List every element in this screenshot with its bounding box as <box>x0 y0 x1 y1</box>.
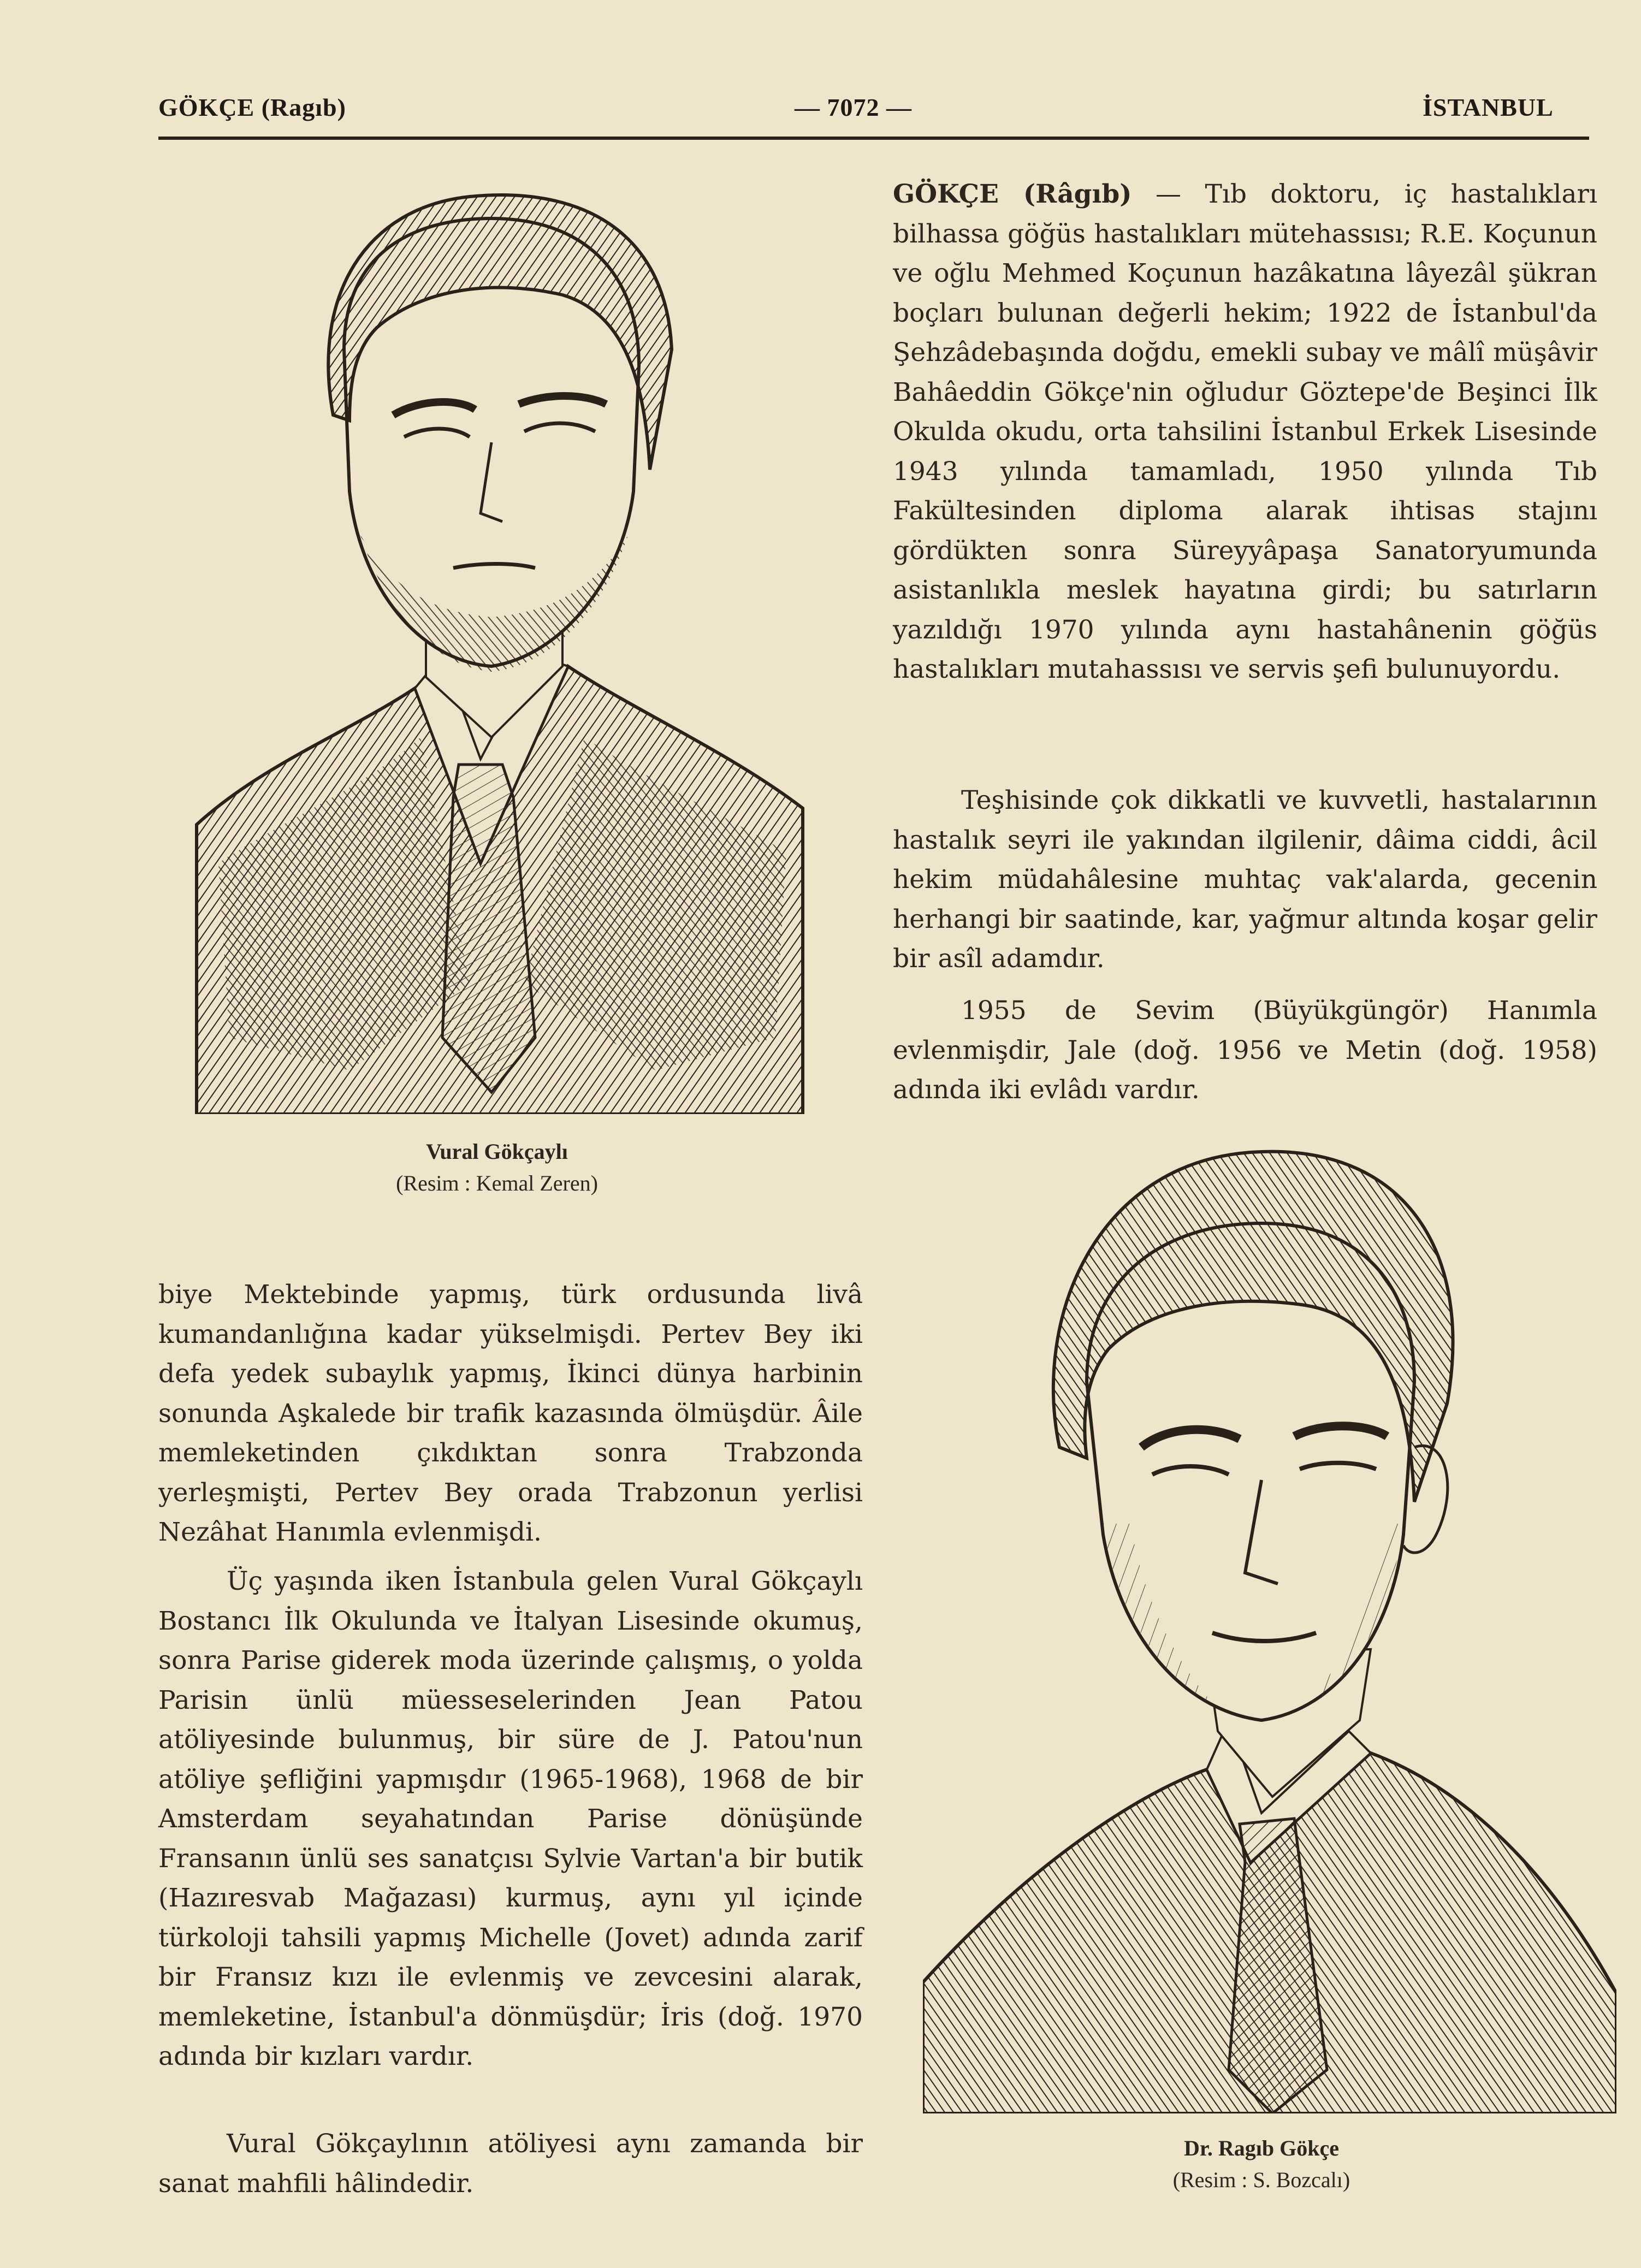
portrait-2-name: Dr. Ragıb Gökçe <box>1183 2136 1340 2160</box>
left-paragraph-1: biye Mektebinde yapmış, türk ordusunda livâ kumandanlığına kadar yükselmişdi. Pertev Bey iki defa yedek subaylık yapmış, İkinci dünya harbinin sonunda Aşkalede bir trafik kazasında ölmüşdür. Âile memleketinden çıkdıktan sonra Trabzonda yerleşmişti, Pertev Bey orada Trabzonun yerlisi Nezâhat Hanımla evlenmişdi. <box>158 1280 863 1547</box>
left-paragraph-2: Üç yaşında iken İstanbula gelen Vural Gökçaylı Bostancı İlk Okulunda ve İtalyan Lisesinde okumuş, sonra Parise giderek moda üzerinde çalışmış, o yolda Parisin ünlü müesseselerinden Jean Patou atöliyesinde bulunmuş, bir süre de J. Patou'nun atöliye şefliğini yapmışdır (1965-1968), 1968 de bir Amsterdam seyahatından Parise dönüşünde Fransanın ünlü ses sanatçısı Sylvie Vartan'a bir butik (Hazıresvab Mağazası) kurmuş, aynı yıl içinde türkoloji tahsili yapmış Michelle (Jovet) adında zarif bir Fransız kızı ile evlenmiş ve zevcesini alarak, memleketine, İstanbul'a dönmüşdür; İris (doğ. 1970 adında bir kızları vardır. <box>158 1566 863 2071</box>
header-right-city: İSTANBUL <box>1423 93 1554 121</box>
entry-body: — Tıb doktoru, iç hastalıkları bilhassa göğüs hastalıkları mütehassısı; R.E. Koçunun ve oğlu Mehmed Koçunun hazâkatına lâyezâl şükran boçları bulunan değerli hekim; 1922 de İstanbul'da Şehzâdebaşında doğdu, emekli subay ve mâlî müşâvir Bahâeddin Gökçe'nin oğludur Göztepe'de Beşinci İlk Okulda okudu, orta tahsilini İstanbul Erkek Lisesinde 1943 yılında tamamladı, 1950 yılında Tıb Fakültesinden diploma alarak ihtisas stajını gördükten sonra Süreyyâpaşa Sanatoryumunda asistanlıkla meslek hayatına girdi; bu satırların yazıldığı 1970 yılında aynı hastahânenin göğüs hastalıkları mutahassısı ve servis şefi bulunuyordu. <box>893 179 1597 684</box>
portrait-1-credit: (Resim : Kemal Zeren) <box>396 1171 598 1195</box>
portrait-1-name: Vural Gökçaylı <box>426 1139 568 1164</box>
portrait-vural-gokcayli <box>186 186 814 1114</box>
portrait-1-caption <box>306 1136 688 1199</box>
right-paragraph-2: Teşhisinde çok dikkatli ve kuvvetli, hastalarının hastalık seyri ile yakından ilgilenir, dâima ciddi, âcil hekim müdahâlesine muhtaç vak'alarda, gecenin herhangi bir saatinde, kar, yağmur altında koşar gelir bir asîl adamdır. <box>893 785 1597 974</box>
header-rule <box>158 137 1589 140</box>
portrait-2-caption <box>1054 2133 1469 2196</box>
left-paragraph-3: Vural Gökçaylının atöliyesi aynı zamanda bir sanat mahfili hâlindedir. <box>158 2129 863 2199</box>
entry-gokce-ragib <box>893 175 1597 690</box>
header-left-entry: GÖKÇE (Ragıb) <box>158 93 346 121</box>
page-number: — 7072 — <box>795 93 912 121</box>
right-paragraph-3: 1955 de Sevim (Büyükgüngör) Hanımla evlenmişdir, Jale (doğ. 1956 ve Metin (doğ. 1958) adında iki evlâdı vardır. <box>893 996 1597 1105</box>
portrait-ragib-gokce <box>923 1141 1616 2113</box>
entry-lead: GÖKÇE (Râgıb) <box>893 179 1132 209</box>
portrait-2-credit: (Resim : S. Bozcalı) <box>1172 2168 1350 2192</box>
